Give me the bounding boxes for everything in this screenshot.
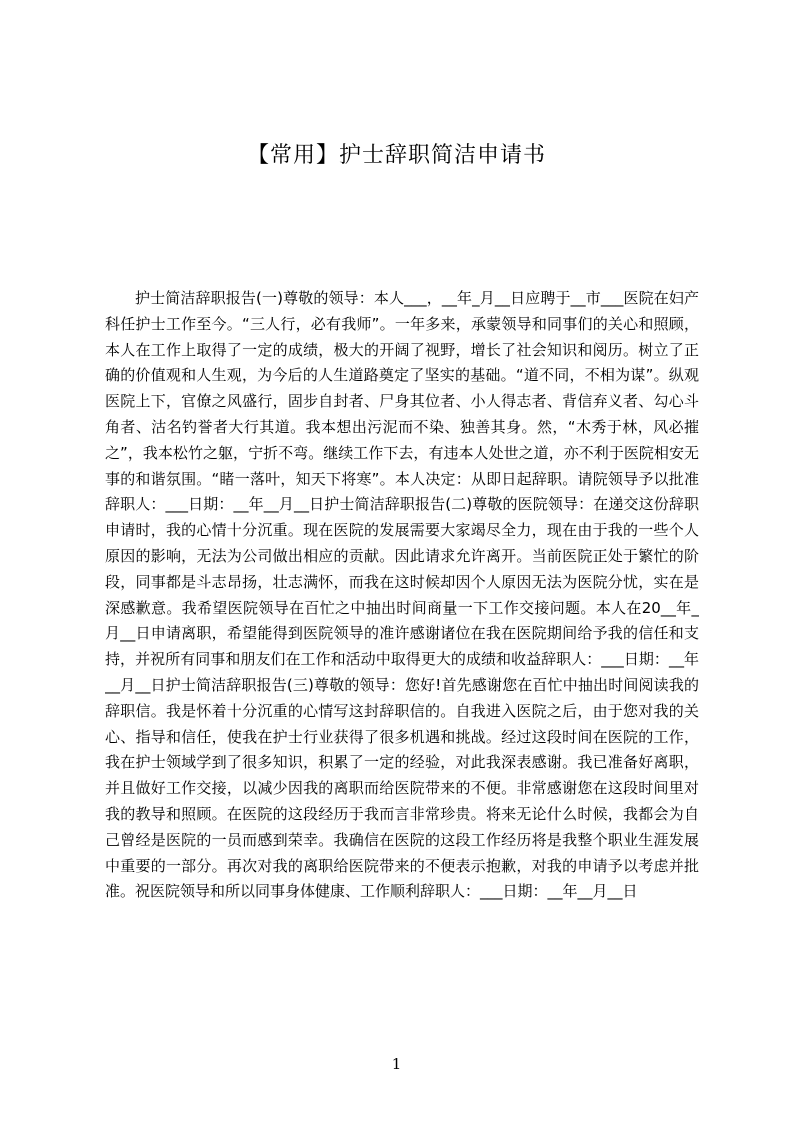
- page-number: 1: [391, 1055, 402, 1073]
- document-body: 护士简洁辞职报告(一)尊敬的领导：本人___，__年_月__日应聘于__市___医院在妇产科任护士工作至今。“三人行，必有我师”。一年多来，承蒙领导和同事们的关心和照顾，本人在工作上取得了一定的成绩，极大的开阔了视野，增长了社会知识和阅历。树立了正确的价值观和人生观，为今后的人生道路奠定了坚实的基础。“道不同，不相为谋”。纵观医院上下，官僚之风盛行，固步自封者、尸身其位者、小人得志者、背信弃义者、勾心斗角者、沽名钓誉者大行其道。我本想出污泥而不染、独善其身。然，“木秀于林，风必摧之”，我本松竹之躯，宁折不弯。继续工作下去，有违本人处世之道，亦不利于医院相安无事的和谐氛围。“睹一落叶，知天下将寒”。本人决定：从即日起辞职。请院领导予以批准辞职人：___日期：__年__月__日护士简洁辞职报告(二)尊敬的医院领导：在递交这份辞职申请时，我的心情十分沉重。现在医院的发展需要大家竭尽全力，现在由于我的一些个人原因的影响，无法为公司做出相应的贡献。因此请求允许离开。当前医院正处于繁忙的阶段，同事都是斗志昂扬，壮志满怀，而我在这时候却因个人原因无法为医院分忧，实在是深感歉意。我希望医院领导在百忙之中抽出时间商量一下工作交接问题。本人在20__年_月__日申请离职，希望能得到医院领导的准许感谢诸位在我在医院期间给予我的信任和支持，并祝所有同事和朋友们在工作和活动中取得更大的成绩和收益辞职人：___日期：__年__月__日护士简洁辞职报告(三)尊敬的领导：您好!首先感谢您在百忙中抽出时间阅读我的辞职信。我是怀着十分沉重的心情写这封辞职信的。自我进入医院之后，由于您对我的关心、指导和信任，使我在护士行业获得了很多机遇和挑战。经过这段时间在医院的工作，我在护士领域学到了很多知识，积累了一定的经验，对此我深表感谢。我已准备好离职，并且做好工作交接，以减少因我的离职而给医院带来的不便。非常感谢您在这段时间里对我的教导和照顾。在医院的这段经历于我而言非常珍贵。将来无论什么时候，我都会为自己曾经是医院的一员而感到荣幸。我确信在医院的这段工作经历将是我整个职业生涯发展中重要的一部分。再次对我的离职给医院带来的不便表示抱歉，对我的申请予以考虑并批准。祝医院领导和所以同事身体健康、工作顺利辞职人：___日期：__年__月__日: [105, 289, 699, 901]
- document-title: 【常用】护士辞职简洁申请书: [246, 143, 546, 168]
